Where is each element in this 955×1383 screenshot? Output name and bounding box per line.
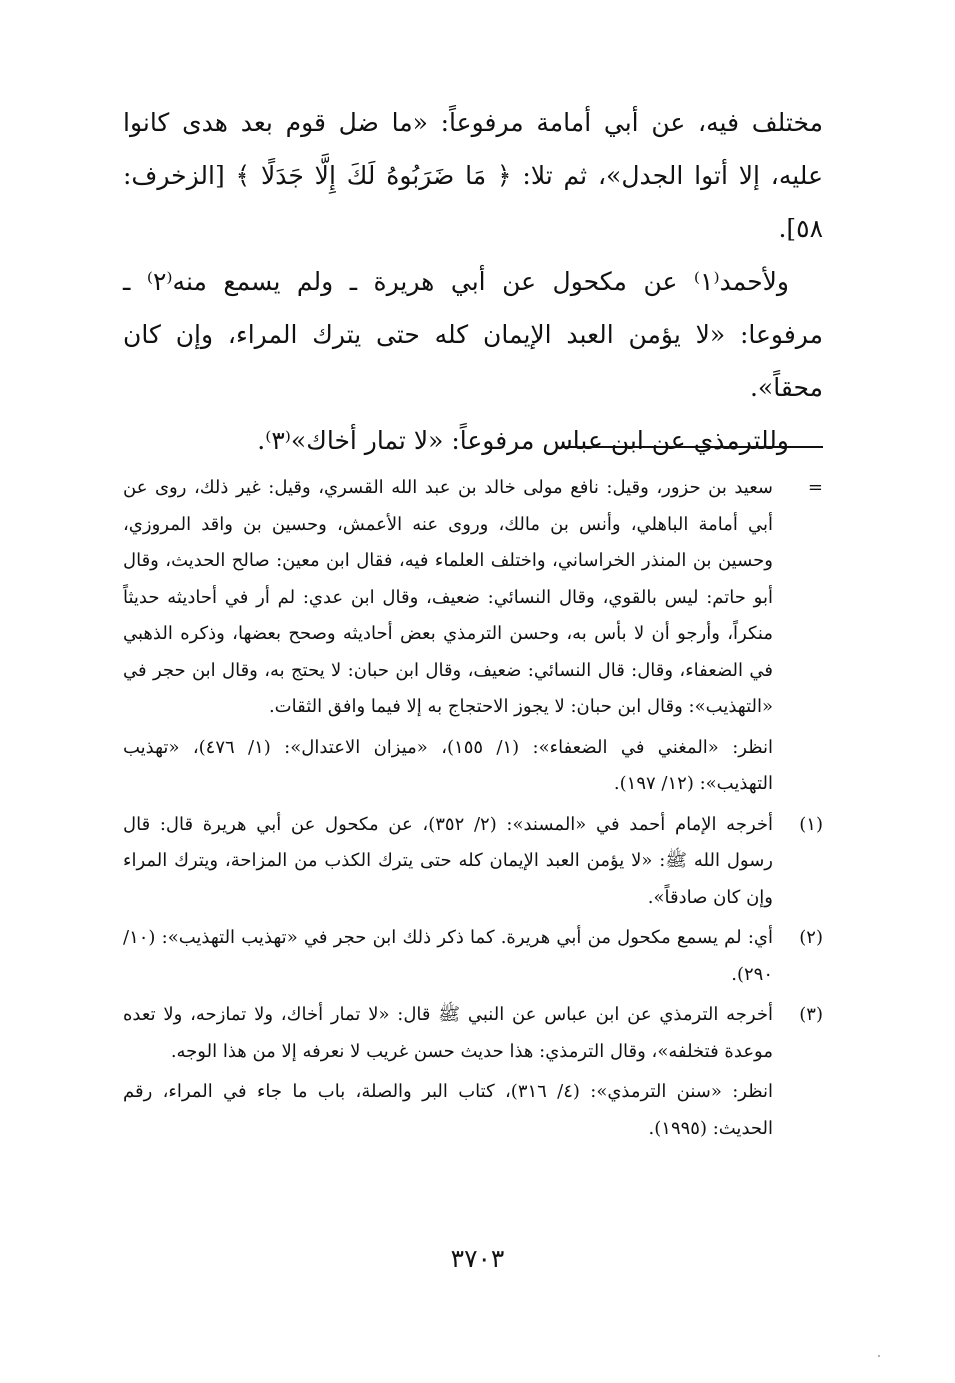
- footnote-marker: =: [807, 477, 823, 498]
- footnote-marker: (١): [799, 813, 823, 835]
- main-paragraph: وللترمذي عن ابن عباس مرفوعاً: «لا تمار أخاك»⁽٣⁾.: [257, 426, 789, 455]
- footnote: [123, 997, 823, 1147]
- footnote: [123, 920, 823, 993]
- main-paragraph: مختلف فيه، عن أبي أمامة مرفوعاً: «ما ضل قوم بعد هدى كانوا عليه، إلا أتوا الجدل»، ثم تلا: ﴿ مَا ضَرَبُوهُ لَكَ إِلَّا جَدَلًا ﴾ [الزخرف: ٥٨].: [123, 108, 823, 243]
- footnote-paragraph: انظر: «سنن الترمذي»: (٤/ ٣١٦)، كتاب البر والصلة، باب ما جاء في المراء، رقم الحديث: (١٩٩٥).: [123, 1081, 773, 1139]
- footnote: [123, 470, 823, 803]
- main-paragraph: ولأحمد⁽١⁾ عن مكحول عن أبي هريرة ـ ولم يسمع منه⁽٢⁾ ـ مرفوعا: «لا يؤمن العبد الإيمان كله حتى يترك المراء، وإن كان محقاً».: [123, 267, 823, 402]
- footnotes: [123, 470, 823, 1151]
- footnote-separator: [561, 446, 823, 448]
- footnote-marker: (٢): [799, 927, 823, 948]
- footnote-paragraph: أخرجه الترمذي عن ابن عباس عن النبي ﷺ قال: «لا تمار أخاك، ولا تمازحه، ولا تعده موعدة فتخلفه»، وقال الترمذي: هذا حديث حسن غريب لا نعرفه إلا من هذا الوجه.: [123, 1004, 773, 1062]
- footnote-marker: (٣): [799, 1004, 823, 1025]
- footnote: [123, 807, 823, 917]
- scan-speck: [878, 1355, 880, 1357]
- main-text: [123, 96, 823, 467]
- footnote-paragraph: أخرجه الإمام أحمد في «المسند»: (٢/ ٣٥٢)، عن مكحول عن أبي هريرة قال: قال رسول الله ﷺ: «لا يؤمن العبد الإيمان كله حتى يترك الكذب من المزاحة، ويترك المراء وإن كان صادقاً».: [123, 813, 774, 908]
- page-number: ٣٧٠٣: [450, 1244, 505, 1273]
- footnote-paragraph: انظر: «المغني في الضعفاء»: (١/ ١٥٥)، «ميزان الاعتدال»: (١/ ٤٧٦)، «تهذيب التهذيب»: (١٢/ ١٩٧).: [123, 736, 773, 794]
- footnote-paragraph: أي: لم يسمع مكحول من أبي هريرة. كما ذكر ذلك ابن حجر في «تهذيب التهذيب»: (١٠/ ٢٩٠).: [123, 927, 773, 985]
- footnote-paragraph: سعيد بن حزور، وقيل: نافع مولى خالد بن عبد الله القسري، وقيل: غير ذلك، روى عن أبي أمامة الباهلي، وأنس بن مالك، وروى عنه الأعمش، وحسين بن واقد المروزي، وحسين بن المنذر الخراساني، واختلف العلماء فيه، فقال ابن معين: صالح الحديث، وقال أبو حاتم: ليس بالقوي، وقال النسائي: ضعيف، وقال ابن عدي: لم أر في أحاديثه حديثاً منكراً، وأرجو أن لا بأس به، وحسن الترمذي بعض أحاديثه وصحح بعضها، وذكره الذهبي في الضعفاء، وقال: قال النسائي: ضعيف، وقال ابن حبان: لا يحتج به، وقال ابن حجر في «التهذيب»: وقال ابن حبان: لا يجوز الاحتجاج به إلا فيما وافق الثقات.: [123, 477, 773, 717]
